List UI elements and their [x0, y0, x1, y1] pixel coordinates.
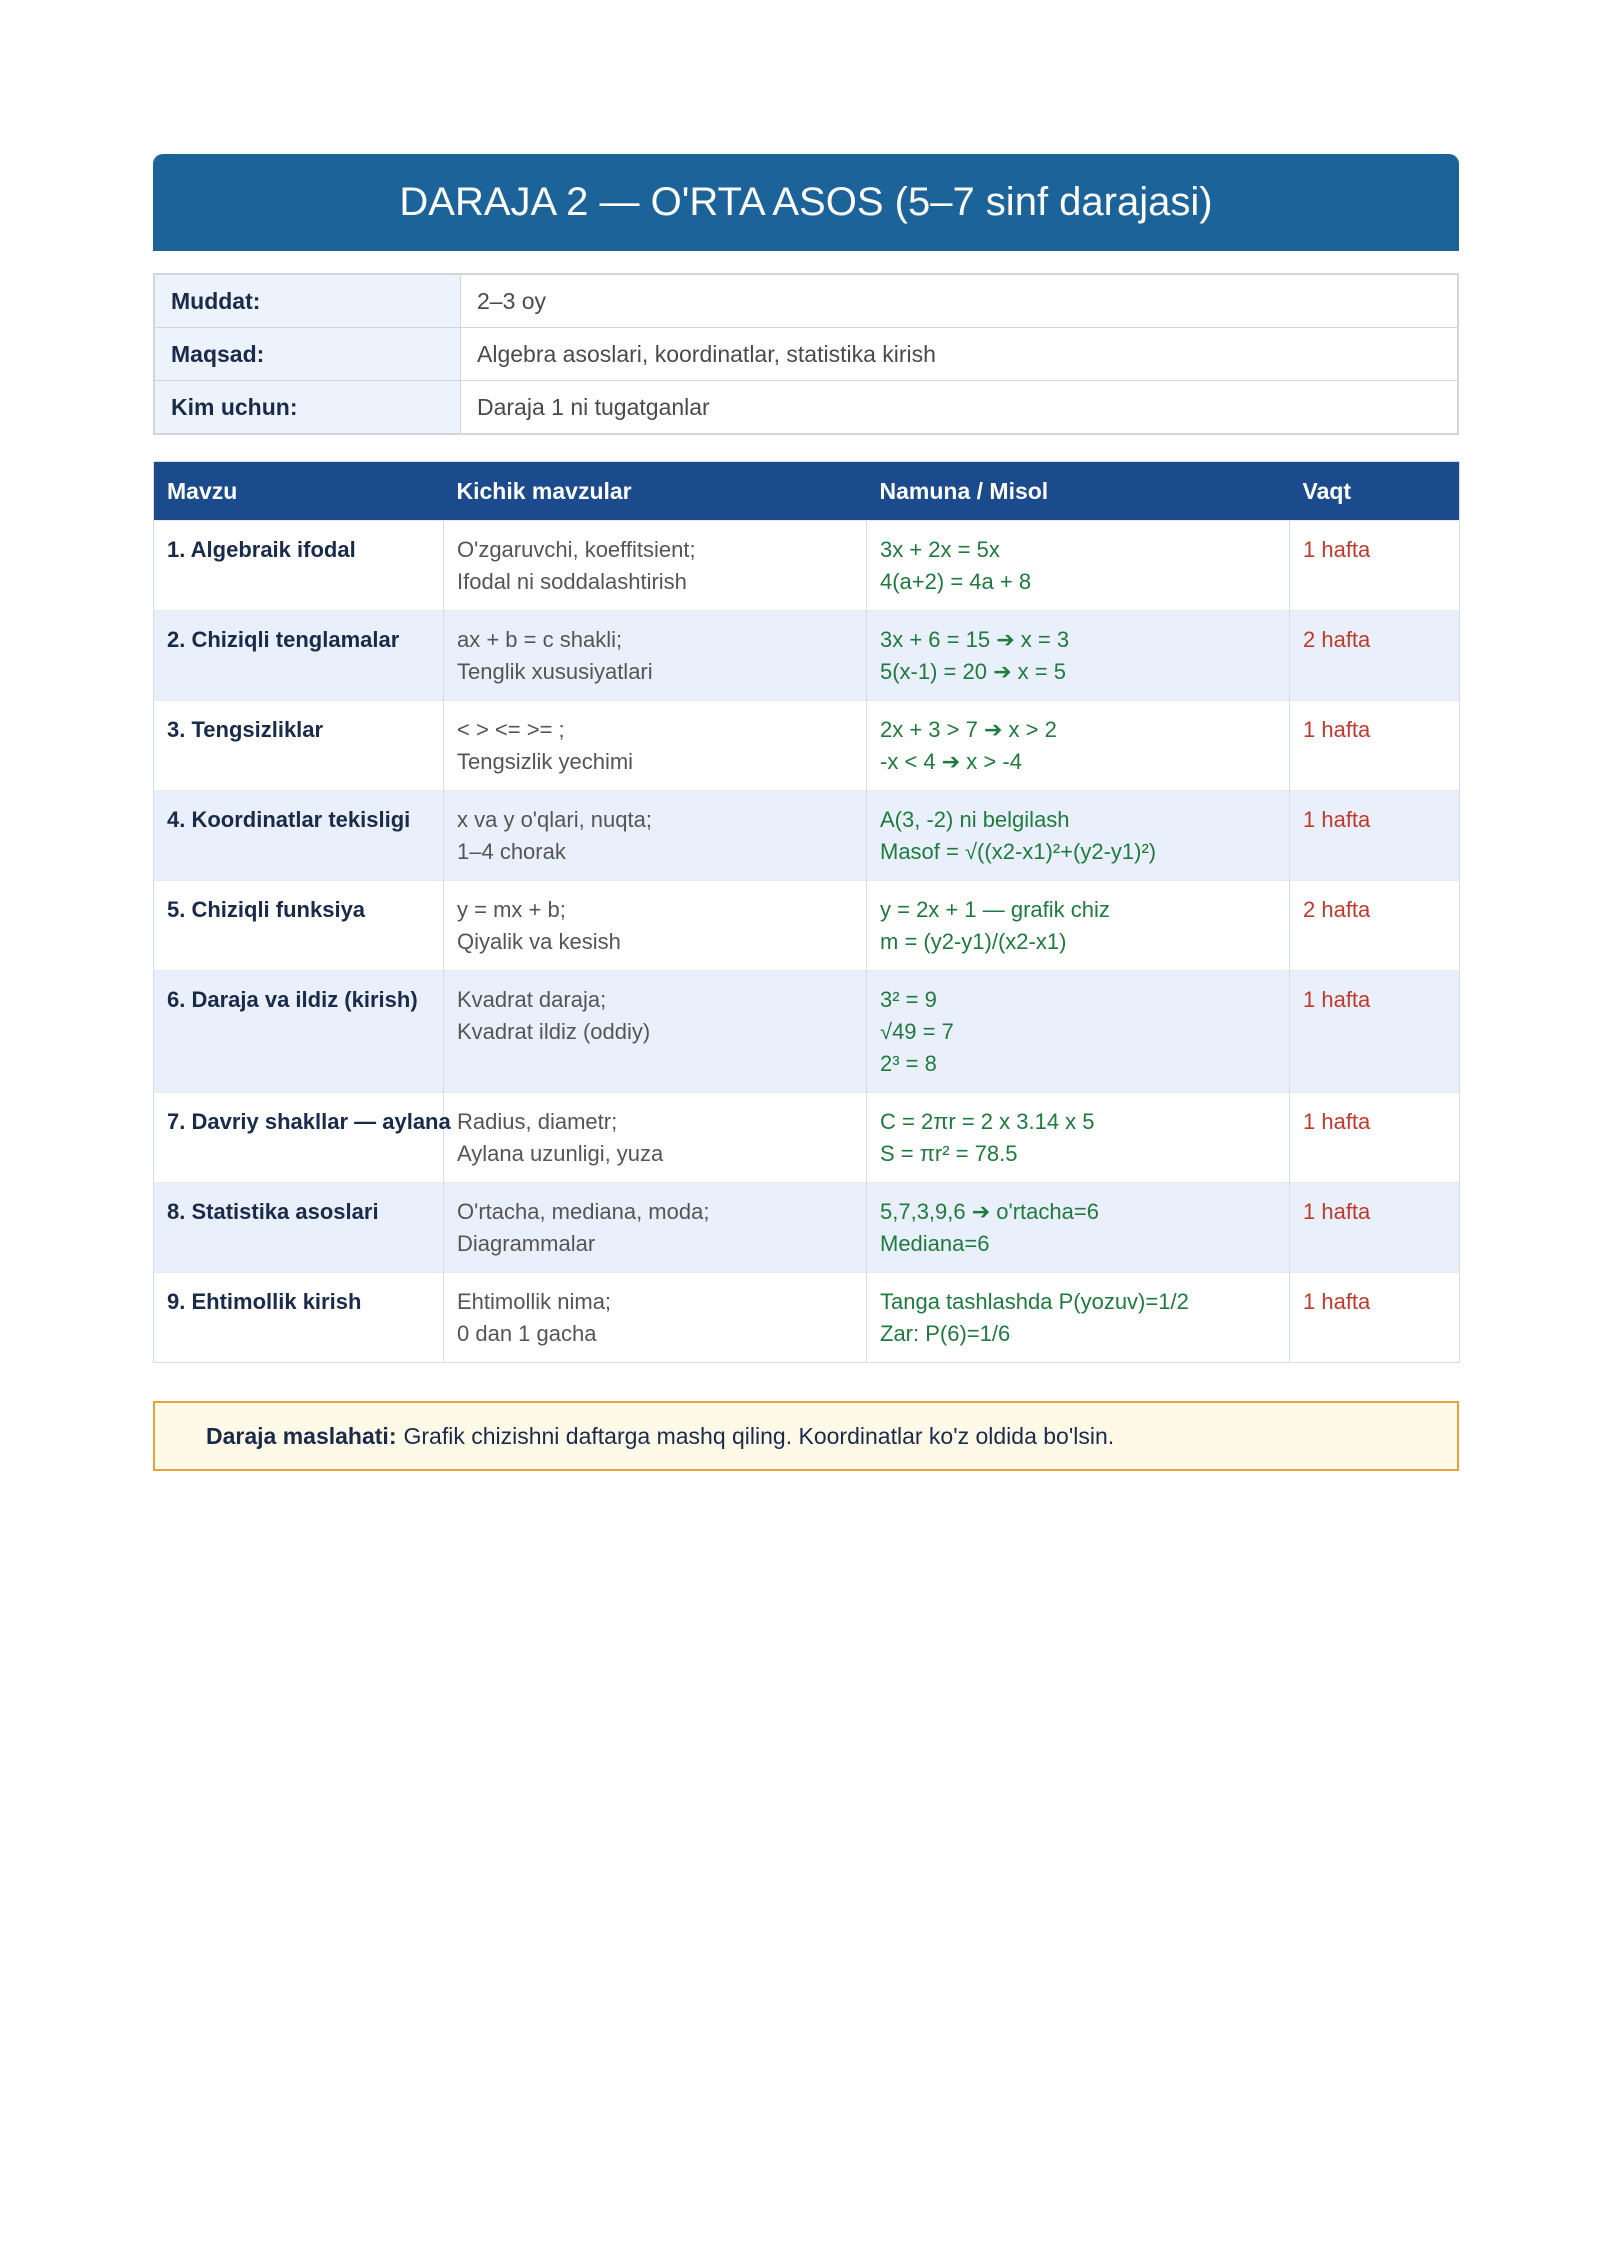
example-cell — [867, 1273, 1290, 1363]
subtopic-line: ax + b = c shakli; — [457, 627, 623, 652]
subtopic-line: Ifodal ni soddalashtirish — [457, 569, 687, 594]
table-row — [154, 1273, 1460, 1363]
subtopic-line: Kvadrat daraja; — [457, 987, 607, 1012]
info-value: Daraja 1 ni tugatganlar — [461, 381, 1459, 435]
example-cell — [867, 1093, 1290, 1183]
column-header-mavzu: Mavzu — [154, 462, 444, 521]
duration-cell: 1 hafta — [1290, 521, 1460, 611]
page — [153, 154, 1459, 1471]
topic-cell: 2. Chiziqli tenglamalar — [154, 611, 444, 701]
example-line: 4(a+2) = 4a + 8 — [880, 569, 1032, 594]
duration-cell: 1 hafta — [1290, 1183, 1460, 1273]
subtopic-line: Diagrammalar — [457, 1231, 596, 1256]
info-table — [153, 273, 1459, 435]
subtopic-line: Ehtimollik nima; — [457, 1289, 612, 1314]
example-line: 3x + 6 = 15 ➔ x = 3 — [880, 627, 1070, 652]
example-line: 3² = 9 — [880, 987, 937, 1012]
subtopics-cell — [444, 611, 867, 701]
subtopics-cell — [444, 701, 867, 791]
example-line: Tanga tashlashda P(yozuv)=1/2 — [880, 1289, 1189, 1314]
column-header-vaqt: Vaqt — [1290, 462, 1460, 521]
subtopics-cell — [444, 1093, 867, 1183]
subtopic-line: O'zgaruvchi, koeffitsient; — [457, 537, 696, 562]
subtopics-cell — [444, 881, 867, 971]
subtopic-line: Radius, diametr; — [457, 1109, 618, 1134]
info-label: Kim uchun: — [154, 381, 461, 435]
example-cell — [867, 971, 1290, 1093]
topic-cell: 4. Koordinatlar tekisligi — [154, 791, 444, 881]
table-row — [154, 521, 1460, 611]
table-row — [154, 971, 1460, 1093]
topic-cell: 3. Tengsizliklar — [154, 701, 444, 791]
info-row — [154, 274, 1458, 328]
table-row — [154, 791, 1460, 881]
subtopic-line: x va y o'qlari, nuqta; — [457, 807, 652, 832]
column-header-kichik-mavzular: Kichik mavzular — [444, 462, 867, 521]
column-header-namuna: Namuna / Misol — [867, 462, 1290, 521]
example-cell — [867, 701, 1290, 791]
example-line: A(3, -2) ni belgilash — [880, 807, 1070, 832]
table-row — [154, 1183, 1460, 1273]
topic-cell: 6. Daraja va ildiz (kirish) — [154, 971, 444, 1093]
subtopic-line: 1–4 chorak — [457, 839, 566, 864]
subtopic-line: 0 dan 1 gacha — [457, 1321, 597, 1346]
info-row — [154, 328, 1458, 381]
duration-cell: 2 hafta — [1290, 611, 1460, 701]
table-row — [154, 881, 1460, 971]
example-line: 5(x-1) = 20 ➔ x = 5 — [880, 659, 1066, 684]
example-line: Zar: P(6)=1/6 — [880, 1321, 1011, 1346]
example-line: C = 2πr = 2 x 3.14 x 5 — [880, 1109, 1095, 1134]
subtopic-line: y = mx + b; — [457, 897, 566, 922]
tip-label: Daraja maslahati: — [206, 1422, 397, 1449]
info-value: Algebra asoslari, koordinatlar, statistika kirish — [461, 328, 1459, 381]
example-cell — [867, 611, 1290, 701]
duration-cell: 2 hafta — [1290, 881, 1460, 971]
subtopic-line: < > <= >= ; — [457, 717, 565, 742]
example-line: 2³ = 8 — [880, 1051, 937, 1076]
subtopic-line: O'rtacha, mediana, moda; — [457, 1199, 710, 1224]
info-label: Maqsad: — [154, 328, 461, 381]
duration-cell: 1 hafta — [1290, 1093, 1460, 1183]
topic-cell: 1. Algebraik ifodal — [154, 521, 444, 611]
example-line: √49 = 7 — [880, 1019, 954, 1044]
example-line: y = 2x + 1 — grafik chiz — [880, 897, 1110, 922]
subtopics-cell — [444, 1183, 867, 1273]
info-row — [154, 381, 1458, 435]
subtopics-cell — [444, 971, 867, 1093]
example-line: m = (y2-y1)/(x2-x1) — [880, 929, 1067, 954]
info-label: Muddat: — [154, 274, 461, 328]
example-line: Masof = √((x2-x1)²+(y2-y1)²) — [880, 839, 1157, 864]
subtopic-line: Tenglik xususiyatlari — [457, 659, 653, 684]
info-value: 2–3 oy — [461, 274, 1459, 328]
subtopic-line: Kvadrat ildiz (oddiy) — [457, 1019, 651, 1044]
table-row — [154, 701, 1460, 791]
duration-cell: 1 hafta — [1290, 701, 1460, 791]
table-header-row — [154, 462, 1460, 521]
curriculum-table — [153, 461, 1460, 1363]
subtopic-line: Tengsizlik yechimi — [457, 749, 634, 774]
example-cell — [867, 1183, 1290, 1273]
table-row — [154, 1093, 1460, 1183]
subtopics-cell — [444, 521, 867, 611]
tip-box — [153, 1401, 1459, 1471]
subtopics-cell — [444, 791, 867, 881]
example-cell — [867, 521, 1290, 611]
example-cell — [867, 881, 1290, 971]
topic-cell: 9. Ehtimollik kirish — [154, 1273, 444, 1363]
duration-cell: 1 hafta — [1290, 971, 1460, 1093]
example-line: 2x + 3 > 7 ➔ x > 2 — [880, 717, 1057, 742]
topic-cell: 8. Statistika asoslari — [154, 1183, 444, 1273]
table-row — [154, 611, 1460, 701]
subtopics-cell — [444, 1273, 867, 1363]
duration-cell: 1 hafta — [1290, 791, 1460, 881]
duration-cell: 1 hafta — [1290, 1273, 1460, 1363]
example-line: -x < 4 ➔ x > -4 — [880, 749, 1022, 774]
example-line: 5,7,3,9,6 ➔ o'rtacha=6 — [880, 1199, 1099, 1224]
example-cell — [867, 791, 1290, 881]
subtopic-line: Qiyalik va kesish — [457, 929, 621, 954]
topic-cell: 7. Davriy shakllar — aylana — [154, 1093, 444, 1183]
subtopic-line: Aylana uzunligi, yuza — [457, 1141, 664, 1166]
tip-text: Grafik chizishni daftarga mashq qiling. Koordinatlar ko'z oldida bo'lsin. — [403, 1422, 1115, 1449]
example-line: Mediana=6 — [880, 1231, 990, 1256]
example-line: S = πr² = 78.5 — [880, 1141, 1018, 1166]
page-title: DARAJA 2 — O'RTA ASOS (5–7 sinf darajasi) — [153, 154, 1459, 251]
example-line: 3x + 2x = 5x — [880, 537, 1000, 562]
topic-cell: 5. Chiziqli funksiya — [154, 881, 444, 971]
